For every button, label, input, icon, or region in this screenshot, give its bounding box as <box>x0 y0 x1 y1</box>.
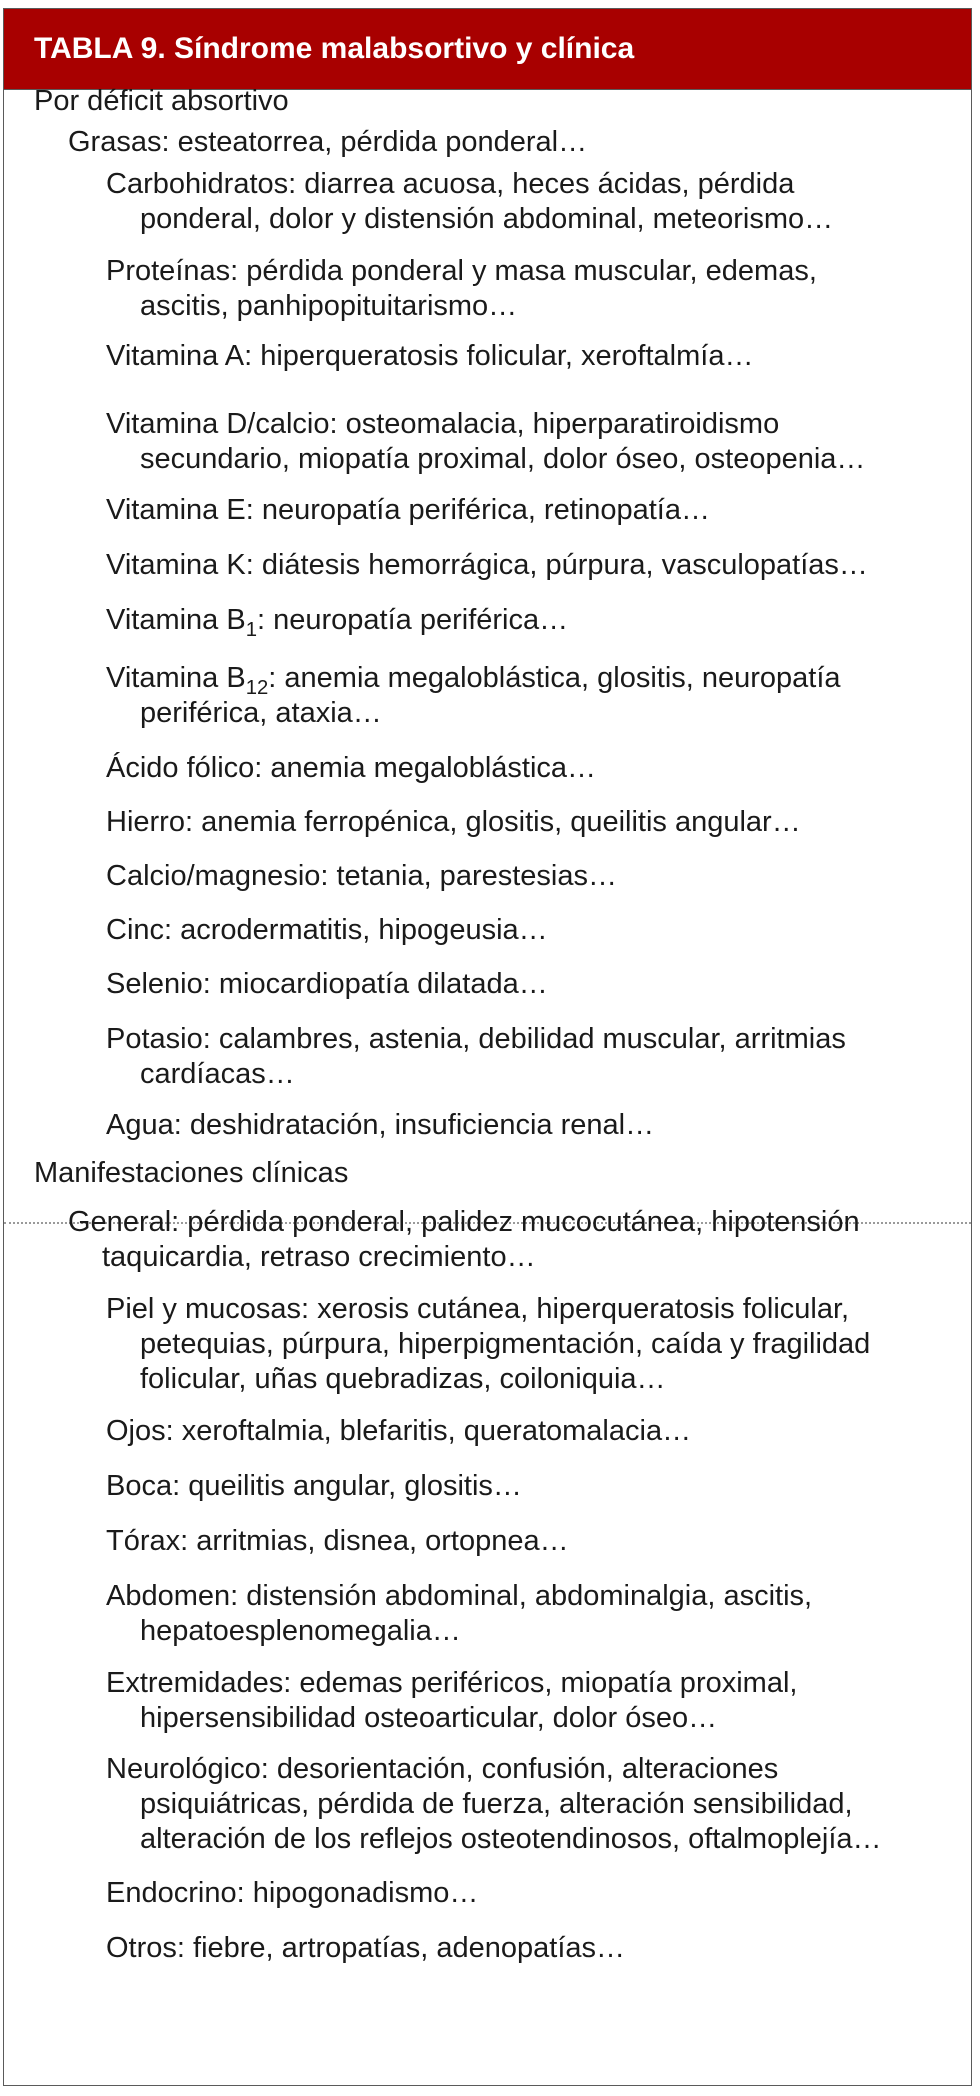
item-hierro: Hierro: anemia ferropénica, glositis, queilitis angular… <box>106 806 801 838</box>
table-title: TABLA 9. Síndrome malabsortivo y clínica <box>4 9 971 90</box>
table-9 <box>3 8 972 2086</box>
item-potasio: Potasio: calambres, astenia, debilidad muscular, arritmias cardíacas… <box>106 1023 846 1090</box>
item-piel-mucosas: Piel y mucosas: xerosis cutánea, hiperqueratosis folicular, petequias, púrpura, hiperpigmentación, caída y fragilidad folicular, uñas quebradizas, coiloniquia… <box>106 1293 871 1395</box>
item-endocrino: Endocrino: hipogonadismo… <box>106 1877 479 1909</box>
item-cinc: Cinc: acrodermatitis, hipogeusia… <box>106 914 548 946</box>
item-calcio-magnesio: Calcio/magnesio: tetania, parestesias… <box>106 860 617 892</box>
item-grasas: Grasas: esteatorrea, pérdida ponderal… <box>68 126 588 158</box>
item-abdomen: Abdomen: distensión abdominal, abdominalgia, ascitis, hepatoesplenomegalia… <box>106 1580 813 1647</box>
section-title-manifestaciones: Manifestaciones clínicas <box>34 1157 349 1189</box>
item-carbohidratos: Carbohidratos: diarrea acuosa, heces ácidas, pérdida ponderal, dolor y distensión abdominal, meteorismo… <box>106 168 834 235</box>
item-extremidades: Extremidades: edemas periféricos, miopatía proximal, hipersensibilidad osteoarticular, dolor óseo… <box>106 1667 798 1734</box>
item-otros: Otros: fiebre, artropatías, adenopatías… <box>106 1932 626 1964</box>
item-general: General: pérdida ponderal, palidez mucocutánea, hipotensión taquicardia, retraso crecimiento… <box>68 1206 860 1273</box>
item-vitamina-k: Vitamina K: diátesis hemorrágica, púrpura, vasculopatías… <box>106 549 868 581</box>
item-acido-folico: Ácido fólico: anemia megaloblástica… <box>106 752 597 784</box>
section-title-deficit: Por déficit absortivo <box>34 85 289 117</box>
item-vitamina-b12: Vitamina $B_{12}$: anemia megaloblástica, glositis, neuropatía periférica, ataxia… <box>106 662 841 729</box>
item-selenio: Selenio: miocardiopatía dilatada… <box>106 968 548 1000</box>
item-vitamina-b1: Vitamina $B_1$: neuropatía periférica… <box>106 604 569 642</box>
item-proteinas: Proteínas: pérdida ponderal y masa muscular, edemas, ascitis, panhipopituitarismo… <box>106 255 817 322</box>
item-vitamina-d: Vitamina D/calcio: osteomalacia, hiperparatiroidismo secundario, miopatía proximal, dolor óseo, osteopenia… <box>106 408 866 475</box>
item-torax: Tórax: arritmias, disnea, ortopnea… <box>106 1525 569 1557</box>
item-boca: Boca: queilitis angular, glositis… <box>106 1470 522 1502</box>
item-vitamina-a: Vitamina A: hiperqueratosis folicular, xeroftalmía… <box>106 340 754 372</box>
item-ojos: Ojos: xeroftalmia, blefaritis, queratomalacia… <box>106 1415 692 1447</box>
item-neurologico: Neurológico: desorientación, confusión, alteraciones psiquiátricas, pérdida de fuerza, alteración sensibilidad, alteración de los reflejos osteotendinosos, oftalmoplejía… <box>106 1753 882 1855</box>
item-vitamina-e: Vitamina E: neuropatía periférica, retinopatía… <box>106 494 710 526</box>
item-agua: Agua: deshidratación, insuficiencia renal… <box>106 1109 655 1141</box>
